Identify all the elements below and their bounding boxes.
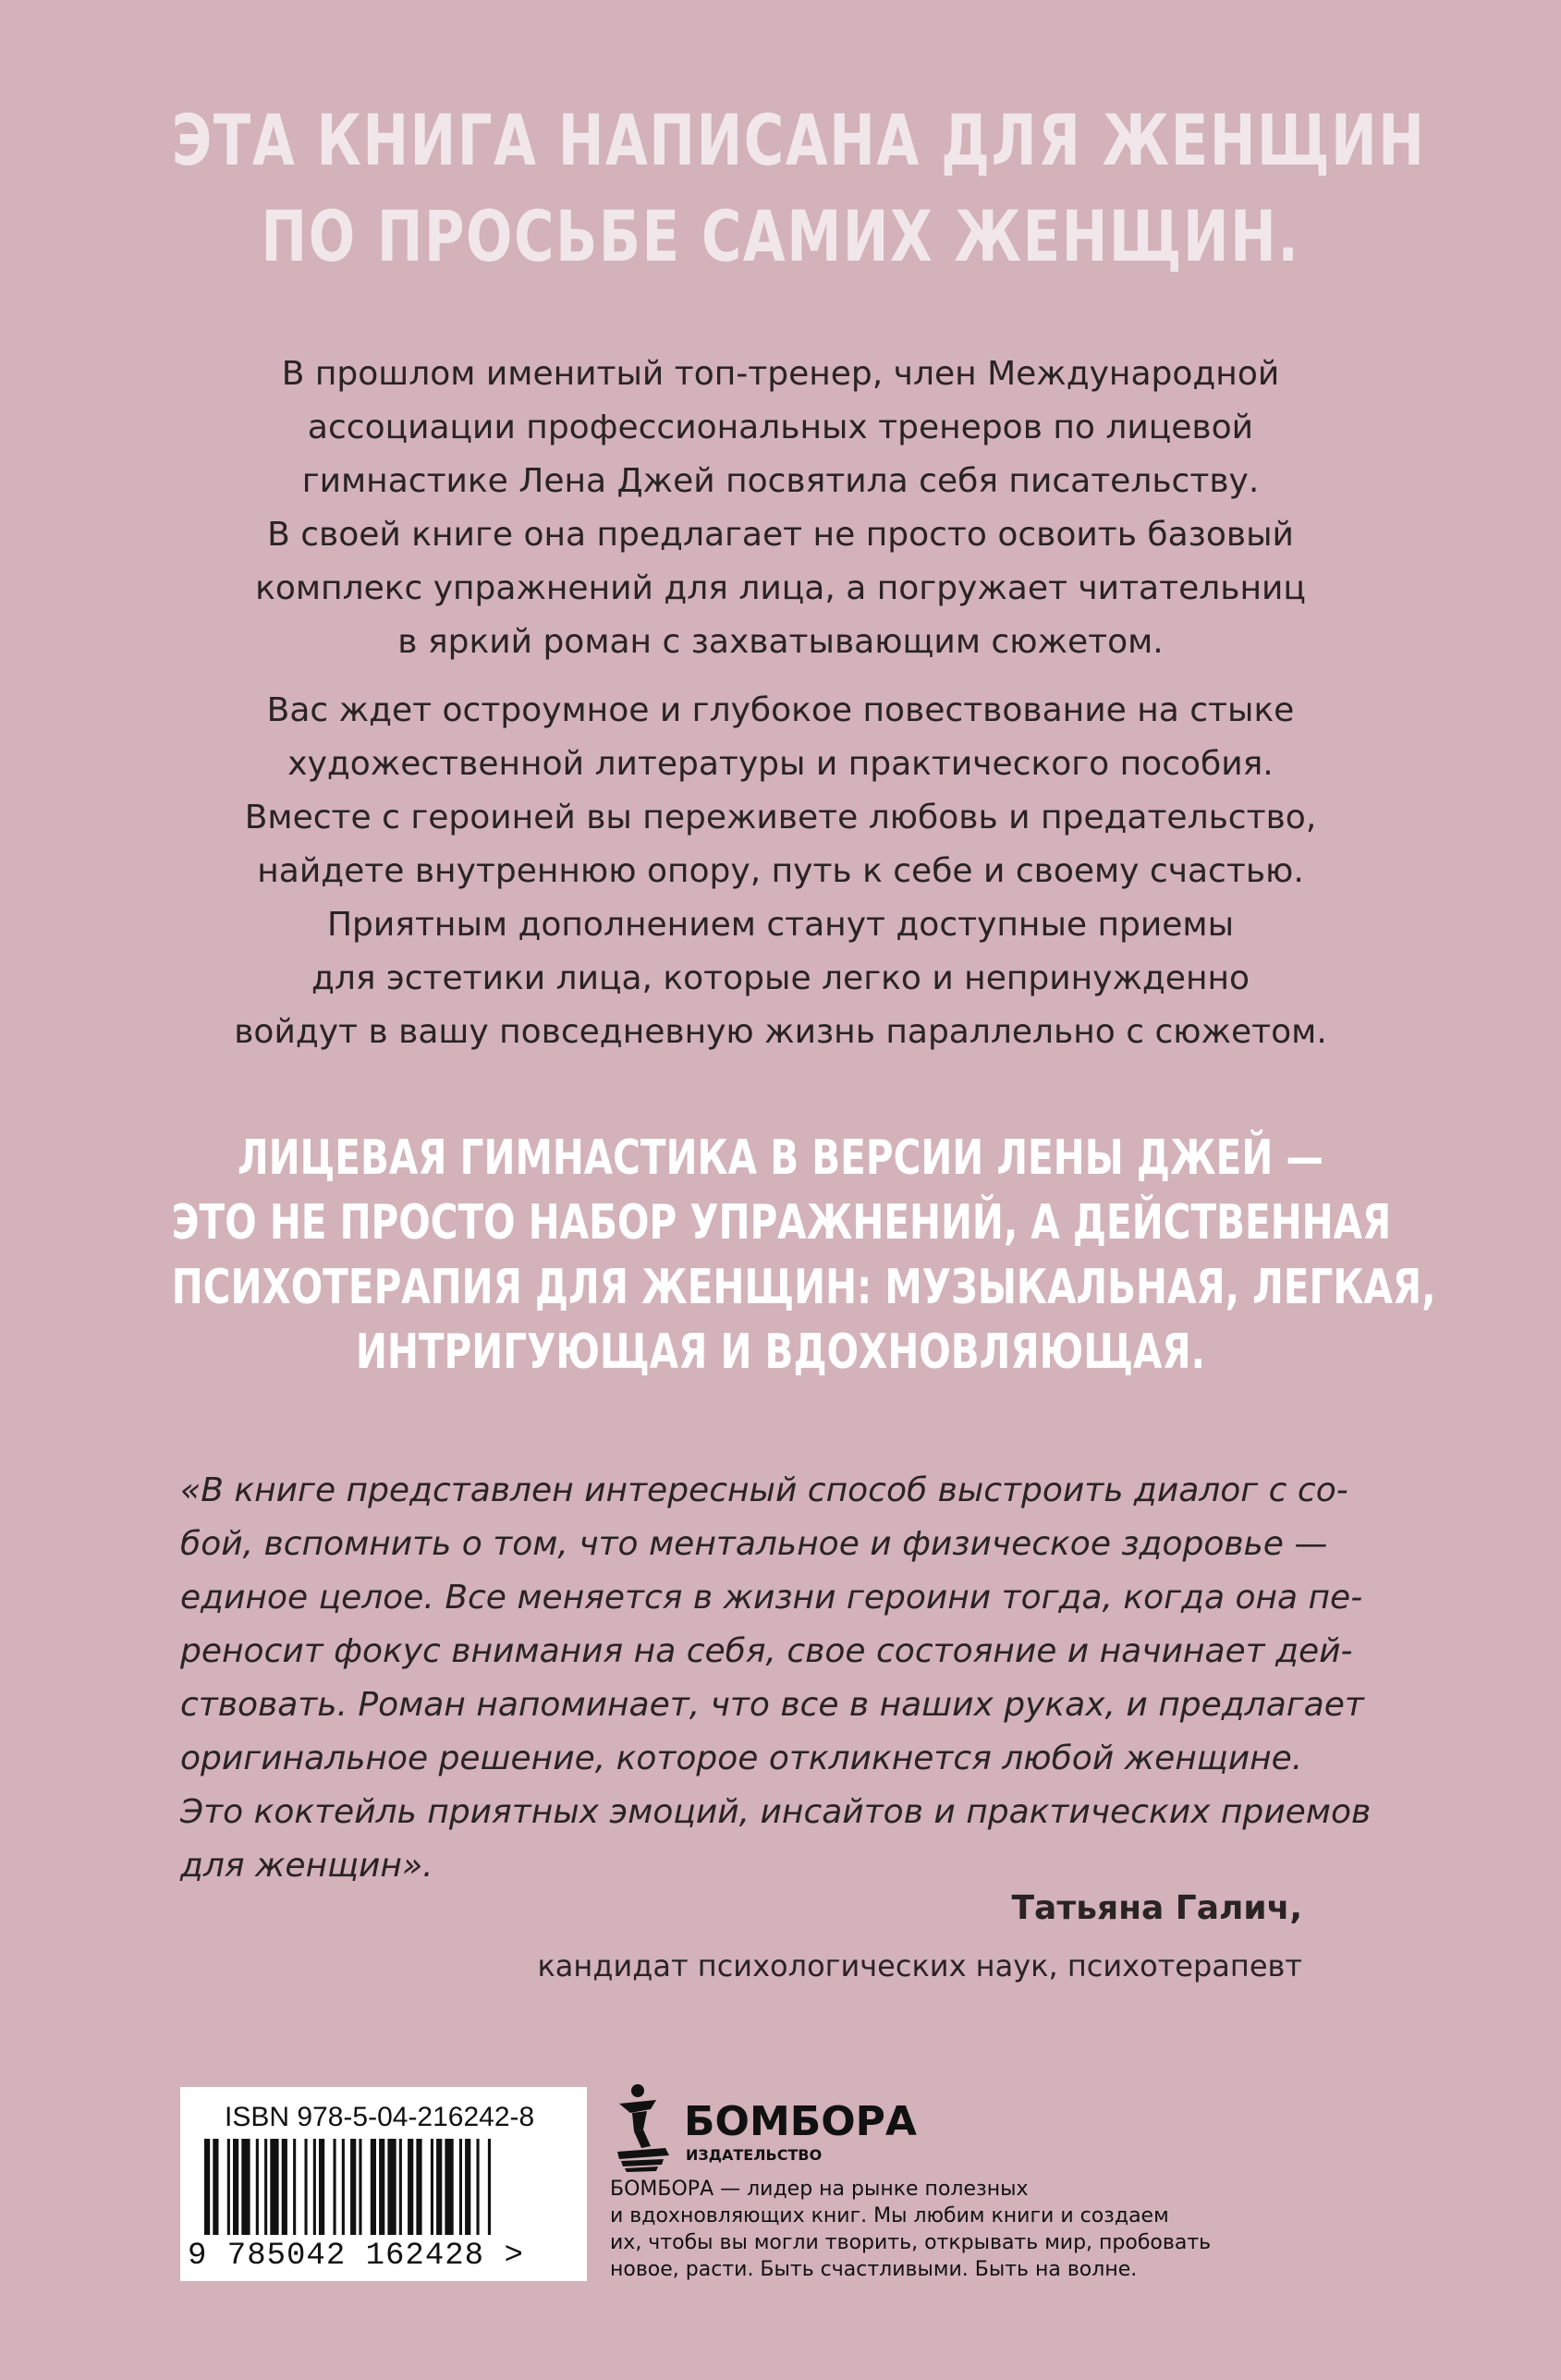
intro-line: В прошлом именитый топ-тренер, член Международной: [281, 355, 1280, 393]
description-line: найдете внутреннюю опору, путь к себе и своему счастью.: [257, 852, 1304, 890]
description-line: Вместе с героиней вы переживете любовь и предательство,: [244, 799, 1317, 836]
quote-line: бой, вспомнить о том, что ментальное и физическое здоровье —: [180, 1525, 1328, 1563]
quote-line: единое целое. Все меняется в жизни героини тогда, когда она пе-: [180, 1579, 1363, 1617]
headline-line: ЭТА КНИГА НАПИСАНА ДЛЯ ЖЕНЩИН: [171, 99, 1426, 181]
headline: [171, 92, 1426, 285]
intro-line: гимнастике Лена Джей посвятила себя писательству.: [301, 462, 1260, 500]
isbn-barcode: [180, 2087, 587, 2281]
publisher-name: БОМБОРА: [684, 2098, 917, 2145]
review-quote: [180, 1464, 1372, 1893]
quote-line: оригинальное решение, которое откликнется любой женщине.: [180, 1739, 1303, 1777]
publisher-blurb-line: и вдохновляющих книг. Мы любим книги и создаем: [610, 2204, 1169, 2227]
publisher-blurb-line: их, чтобы вы могли творить, открывать мир, пробовать: [610, 2231, 1212, 2254]
headline-line: ПО ПРОСЬБЕ САМИХ ЖЕНЩИН.: [261, 195, 1300, 277]
intro-line: В своей книге она предлагает не просто освоить базовый: [267, 516, 1294, 554]
intro-line: комплекс упражнений для лица, а погружает читательниц: [255, 569, 1306, 607]
slogan: [171, 1126, 1436, 1385]
description-line: для эстетики лица, которые легко и непринужденно: [311, 959, 1250, 997]
description-line: Приятным дополнением станут доступные приемы: [326, 906, 1235, 944]
quote-line: для женщин».: [180, 1847, 433, 1885]
quote-author-role: кандидат психологических наук, психотерапевт: [537, 1948, 1302, 1983]
slogan-line: ИНТРИГУЮЩАЯ И ВДОХНОВЛЯЮЩАЯ.: [355, 1324, 1205, 1380]
description-line: художественной литературы и практического пособия.: [287, 745, 1274, 783]
intro-line: в яркий роман с захватывающим сюжетом.: [397, 623, 1164, 661]
publisher-blurb-line: новое, расти. Быть счастливыми. Быть на волне.: [610, 2258, 1138, 2281]
publisher-blurb: [610, 2176, 1211, 2283]
intro-line: ассоциации профессиональных тренеров по лицевой: [307, 409, 1254, 446]
description-line: войдут в вашу повседневную жизнь параллельно с сюжетом.: [234, 1013, 1327, 1051]
description-paragraph: [0, 684, 1561, 1059]
publisher-blurb-line: БОМБОРА — лидер на рынке полезных: [610, 2178, 1029, 2201]
barcode-digits: 9 785042 162428 >: [188, 2239, 524, 2274]
isbn-label: ISBN 978-5-04-216242-8: [225, 2102, 535, 2132]
slogan-line: ЭТО НЕ ПРОСТО НАБОР УПРАЖНЕНИЙ, А ДЕЙСТВЕННАЯ: [171, 1195, 1392, 1251]
intro-paragraph: [0, 348, 1561, 669]
quote-line: реносит фокус внимания на себя, свое состояние и начинает дей-: [180, 1632, 1353, 1670]
quote-line: «В книге представлен интересный способ выстроить диалог с со-: [180, 1471, 1348, 1509]
slogan-line: ЛИЦЕВАЯ ГИМНАСТИКА В ВЕРСИИ ЛЕНЫ ДЖЕЙ —: [238, 1130, 1323, 1186]
description-line: Вас ждет остроумное и глубокое повествование на стыке: [266, 691, 1295, 729]
slogan-line: ПСИХОТЕРАПИЯ ДЛЯ ЖЕНЩИН: МУЗЫКАЛЬНАЯ, ЛЕГКАЯ,: [171, 1260, 1436, 1315]
quote-line: Это коктейль приятных эмоций, инсайтов и практических приемов: [180, 1793, 1372, 1831]
publisher-subtitle: ИЗДАТЕЛЬСТВО: [686, 2146, 823, 2164]
bombora-figure-logo-icon: [610, 2081, 680, 2174]
barcode-bars-icon: [201, 2139, 570, 2240]
quote-author: Татьяна Галич,: [1011, 1889, 1302, 1927]
quote-line: ствовать. Роман напоминает, что все в наших руках, и предлагает: [180, 1686, 1364, 1724]
